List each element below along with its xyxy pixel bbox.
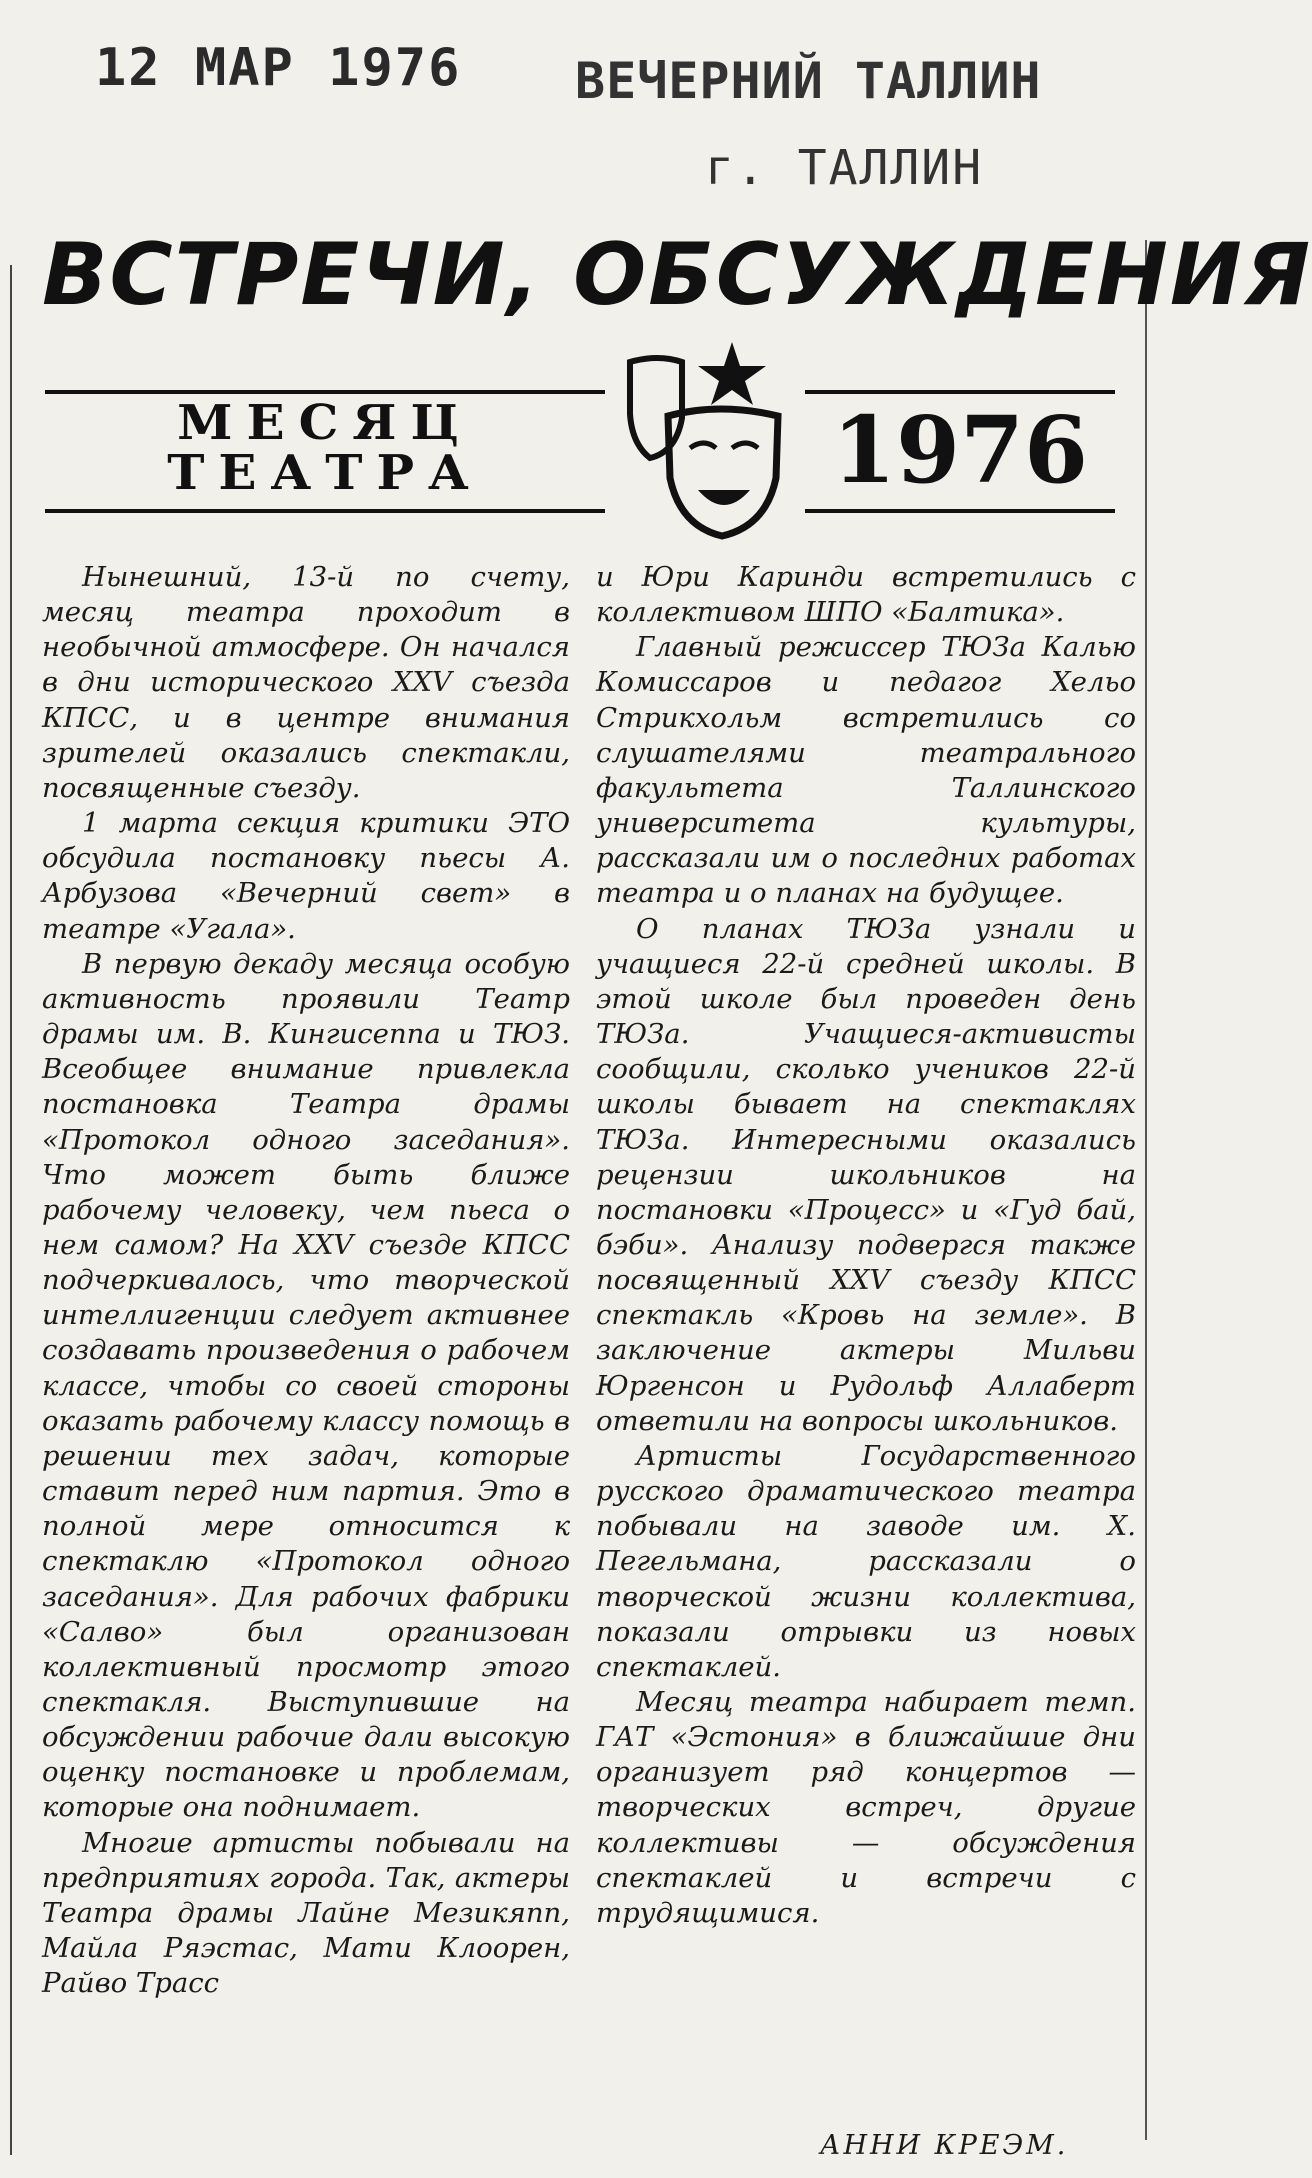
left-border-line [10,265,12,2155]
paragraph: Главный режиссер ТЮЗа Калью Комиссаров и педагог Хельо Стрикхольм встретились со слушателями театрального факультета Таллинского университета культуры, рассказали им о последних работах театра и о планах на будущее. [596,631,1136,910]
mask-mouth [698,490,750,505]
paragraph: В первую декаду месяца особую активность проявили Театр драмы им. В. Кингисеппа и ТЮЗ. Всеобщее внимание привлекла постановка Театра драмы «Протокол одного заседания». Что может быть ближе рабочему человеку, чем пьеса о нем самом? На XXV съезде КПСС подчеркивалось, что творческой интеллигенции следует активнее создавать произведения о рабочем классе, чтобы со своей стороны оказать рабочему классу помощь в решении тех задач, которые ставит перед ним партия. Это в полной мере относится к спектаклю «Протокол одного заседания». Для рабочих фабрики «Салво» был организован коллективный просмотр этого спектакля. Выступившие на обсуждении рабочие дали высокую оценку постановке и проблемам, которые она поднимает. [42,947,570,1824]
article-right-column [596,560,1136,1931]
theatre-mask-star-icon [620,340,795,540]
paragraph: О планах ТЮЗа узнали и учащиеся 22-й средней школы. В этой школе был проведен день ТЮЗа. Учащиеся-активисты сообщили, сколько учеников 22-й школы бывает на спектаклях ТЮЗа. Интересными оказались рецензии школьников на постановки «Процесс» и «Гуд бай, бэби». Анализу подвергся также посвященный XXV съезду КПСС спектакль «Кровь на земле». В заключение актеры Мильви Юргенсон и Рудольф Аллаберт ответили на вопросы школьников. [596,912,1136,1437]
mask-eye-left [690,443,716,448]
newspaper-name-stamp: ВЕЧЕРНИЙ ТАЛЛИН [575,52,1042,110]
headline: ВСТРЕЧИ, ОБСУЖДЕНИЯ [42,225,1312,325]
author-signature: АННИ КРЕЭМ. [820,2130,1069,2161]
banner-month-of-theatre [45,390,605,513]
article-left-column [42,560,570,2001]
city-stamp: г. ТАЛЛИН [705,140,984,196]
right-border-line [1145,240,1147,2140]
banner-year-text: 1976 [831,396,1089,504]
banner-year [805,390,1115,513]
date-stamp: 12 МАР 1976 [95,38,462,98]
banner-line-1: МЕСЯЦ [177,394,473,451]
paragraph: Месяц театра набирает темп. ГАТ «Эстония» в ближайшие дни организует ряд концертов — творческих встреч, другие коллективы — обсуждения спектаклей и встречи с трудящимися. [596,1686,1136,1929]
mask-left-outline [630,358,682,458]
paragraph: Артисты Государственного русского драматического театра побывали на заводе им. Х. Пегельмана, рассказали о творческой жизни коллектива, показали отрывки из новых спектаклей. [596,1439,1136,1683]
paragraph: Нынешний, 13-й по счету, месяц театра проходит в необычной атмосфере. Он начался в дни исторического XXV съезда КПСС, и в центре внимания зрителей оказались спектакли, посвященные съезду. [42,561,570,804]
banner-line-2: ТЕАТРА [167,444,483,501]
mask-right-outline [668,409,778,536]
star-icon [698,342,766,405]
paragraph: и Юри Каринди встретились с коллективом ШПО «Балтика». [596,561,1136,629]
paragraph: 1 марта секция критики ЭТО обсудила постановку пьесы А. Арбузова «Вечерний свет» в театре «Угала». [42,807,570,945]
paragraph: Многие артисты побывали на предприятиях города. Так, актеры Театра драмы Лайне Мезикяпп, Майла Ряэстас, Мати Клоорен, Райво Трасс [42,1826,570,2000]
mask-eye-right [732,443,758,448]
